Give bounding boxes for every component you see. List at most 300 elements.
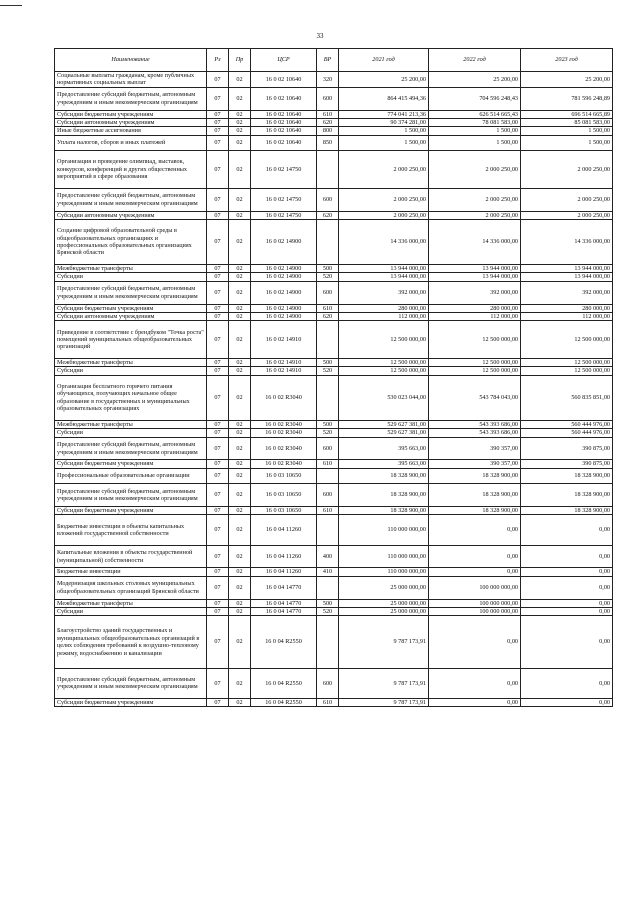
row-name: Капитальные вложения в объекты государственной (муниципальной) собственности (55, 545, 207, 568)
row-vr (317, 616, 339, 668)
row-vr: 520 (317, 367, 339, 375)
row-name: Субсидии автономным учреждениям (55, 119, 207, 127)
row-amount-2023: 0,00 (521, 568, 613, 576)
row-rz: 07 (207, 484, 229, 507)
row-csr: 16 0 04 11260 (251, 515, 317, 545)
row-vr: 500 (317, 359, 339, 367)
table-body (55, 72, 613, 707)
row-vr: 500 (317, 265, 339, 273)
table-row (55, 576, 613, 599)
row-csr: 16 0 04 14770 (251, 576, 317, 599)
row-amount-2021: 12 500 000,00 (339, 367, 429, 375)
row-amount-2022: 112 000,00 (429, 313, 521, 321)
row-name: Субсидии автономным учреждениям (55, 211, 207, 219)
row-vr: 620 (317, 211, 339, 219)
row-csr: 16 0 02 14910 (251, 321, 317, 359)
row-amount-2021: 12 500 000,00 (339, 359, 429, 367)
row-csr: 16 0 02 10640 (251, 87, 317, 110)
row-vr: 600 (317, 437, 339, 460)
row-amount-2022: 12 500 000,00 (429, 321, 521, 359)
row-amount-2021: 529 627 381,00 (339, 420, 429, 428)
row-amount-2023: 0,00 (521, 599, 613, 607)
row-amount-2021: 13 944 000,00 (339, 273, 429, 281)
row-name: Профессиональные образовательные организации (55, 468, 207, 483)
row-csr: 16 0 02 14750 (251, 188, 317, 211)
row-rz: 07 (207, 110, 229, 118)
row-vr: 620 (317, 119, 339, 127)
row-amount-2021: 13 944 000,00 (339, 265, 429, 273)
header-2022: 2022 год (429, 49, 521, 72)
row-pr: 02 (229, 699, 251, 707)
row-csr: 16 0 03 10650 (251, 507, 317, 515)
table-row (55, 87, 613, 110)
row-amount-2022: 1 500,00 (429, 135, 521, 150)
row-csr: 16 0 02 14910 (251, 367, 317, 375)
row-csr: 16 0 02 14910 (251, 359, 317, 367)
row-amount-2022: 18 328 900,00 (429, 468, 521, 483)
row-pr: 02 (229, 608, 251, 616)
row-amount-2022: 2 000 250,00 (429, 188, 521, 211)
row-csr: 16 0 02 R3040 (251, 437, 317, 460)
row-amount-2022: 543 393 686,00 (429, 429, 521, 437)
row-name: Предоставление субсидий бюджетным, автономным учреждениям и иным некоммерческим организациям (55, 188, 207, 211)
row-amount-2022: 2 000 250,00 (429, 151, 521, 189)
row-amount-2022: 0,00 (429, 616, 521, 668)
row-amount-2021: 110 000 000,00 (339, 568, 429, 576)
table-row (55, 420, 613, 428)
row-pr: 02 (229, 437, 251, 460)
row-amount-2021: 395 663,00 (339, 460, 429, 468)
row-rz: 07 (207, 699, 229, 707)
table-row (55, 151, 613, 189)
row-csr: 16 0 02 14900 (251, 313, 317, 321)
header-pr: Пр (229, 49, 251, 72)
table-row (55, 273, 613, 281)
row-name: Предоставление субсидий бюджетным, автономным учреждениям и иным некоммерческим организациям (55, 281, 207, 304)
row-csr: 16 0 02 14900 (251, 220, 317, 265)
table-row (55, 507, 613, 515)
row-amount-2021: 9 787 173,91 (339, 668, 429, 698)
row-pr: 02 (229, 135, 251, 150)
row-amount-2022: 13 944 000,00 (429, 273, 521, 281)
row-csr: 16 0 04 R2550 (251, 616, 317, 668)
row-rz: 07 (207, 429, 229, 437)
row-amount-2023: 25 200,00 (521, 72, 613, 88)
row-name: Социальные выплаты гражданам, кроме публичных нормативных социальных выплат (55, 72, 207, 88)
table-row (55, 281, 613, 304)
row-pr: 02 (229, 304, 251, 312)
row-vr: 320 (317, 72, 339, 88)
row-vr: 410 (317, 568, 339, 576)
row-rz: 07 (207, 135, 229, 150)
row-amount-2022: 12 500 000,00 (429, 367, 521, 375)
table-row (55, 429, 613, 437)
row-amount-2022: 100 000 000,00 (429, 576, 521, 599)
row-pr: 02 (229, 616, 251, 668)
row-rz: 07 (207, 576, 229, 599)
row-vr: 520 (317, 429, 339, 437)
row-csr: 16 0 02 10640 (251, 127, 317, 135)
table-row (55, 515, 613, 545)
row-pr: 02 (229, 211, 251, 219)
row-amount-2022: 14 336 000,00 (429, 220, 521, 265)
row-amount-2022: 704 596 248,43 (429, 87, 521, 110)
row-pr: 02 (229, 265, 251, 273)
row-name: Уплата налогов, сборов и иных платежей (55, 135, 207, 150)
table-row (55, 568, 613, 576)
row-pr: 02 (229, 568, 251, 576)
row-pr: 02 (229, 87, 251, 110)
table-row (55, 220, 613, 265)
row-csr: 16 0 02 R3040 (251, 420, 317, 428)
row-rz: 07 (207, 599, 229, 607)
row-pr: 02 (229, 151, 251, 189)
page-number: 33 (316, 32, 324, 40)
row-amount-2022: 390 357,00 (429, 460, 521, 468)
row-amount-2023: 0,00 (521, 608, 613, 616)
row-rz: 07 (207, 188, 229, 211)
row-csr: 16 0 02 10640 (251, 119, 317, 127)
row-vr (317, 468, 339, 483)
row-amount-2022: 13 944 000,00 (429, 265, 521, 273)
table-row (55, 468, 613, 483)
row-amount-2023: 280 000,00 (521, 304, 613, 312)
row-amount-2021: 25 200,00 (339, 72, 429, 88)
row-name: Иные бюджетные ассигнования (55, 127, 207, 135)
row-amount-2021: 1 500,00 (339, 135, 429, 150)
row-name: Межбюджетные трансферты (55, 599, 207, 607)
row-vr: 600 (317, 281, 339, 304)
table-row (55, 437, 613, 460)
row-amount-2023: 392 000,00 (521, 281, 613, 304)
row-amount-2023: 0,00 (521, 545, 613, 568)
row-amount-2022: 0,00 (429, 668, 521, 698)
row-amount-2021: 18 328 900,00 (339, 484, 429, 507)
row-amount-2021: 529 627 381,00 (339, 429, 429, 437)
header-vr: ВР (317, 49, 339, 72)
row-csr: 16 0 02 14900 (251, 273, 317, 281)
row-amount-2022: 0,00 (429, 568, 521, 576)
row-amount-2022: 18 328 900,00 (429, 507, 521, 515)
row-pr: 02 (229, 281, 251, 304)
row-csr: 16 0 03 10650 (251, 484, 317, 507)
row-amount-2023: 12 500 000,00 (521, 367, 613, 375)
row-vr (317, 576, 339, 599)
table-row (55, 304, 613, 312)
table-row (55, 484, 613, 507)
row-amount-2022: 390 357,00 (429, 437, 521, 460)
row-csr: 16 0 04 R2550 (251, 668, 317, 698)
row-pr: 02 (229, 484, 251, 507)
row-vr: 400 (317, 545, 339, 568)
table-row (55, 188, 613, 211)
row-csr: 16 0 02 14900 (251, 304, 317, 312)
row-csr: 16 0 02 10640 (251, 110, 317, 118)
row-amount-2022: 12 500 000,00 (429, 359, 521, 367)
row-pr: 02 (229, 313, 251, 321)
row-amount-2022: 25 200,00 (429, 72, 521, 88)
row-vr: 850 (317, 135, 339, 150)
row-amount-2023: 1 500,00 (521, 135, 613, 150)
row-amount-2021: 774 041 213,36 (339, 110, 429, 118)
row-amount-2022: 0,00 (429, 515, 521, 545)
row-amount-2023: 12 500 000,00 (521, 321, 613, 359)
row-amount-2021: 2 000 250,00 (339, 188, 429, 211)
row-name: Создание цифровой образовательной среды в общеобразовательных организациях и профессиональных образовательных организациях Брянской области (55, 220, 207, 265)
table-row (55, 110, 613, 118)
row-amount-2023: 560 835 851,00 (521, 375, 613, 420)
row-csr: 16 0 02 R3040 (251, 375, 317, 420)
row-pr: 02 (229, 515, 251, 545)
row-amount-2023: 13 944 000,00 (521, 273, 613, 281)
row-name: Субсидии бюджетным учреждениям (55, 460, 207, 468)
row-rz: 07 (207, 507, 229, 515)
table-row (55, 135, 613, 150)
row-csr: 16 0 03 10650 (251, 468, 317, 483)
row-amount-2023: 18 328 900,00 (521, 468, 613, 483)
row-rz: 07 (207, 437, 229, 460)
row-amount-2021: 25 000 000,00 (339, 599, 429, 607)
row-amount-2022: 0,00 (429, 545, 521, 568)
row-amount-2021: 25 000 000,00 (339, 608, 429, 616)
row-amount-2023: 18 328 900,00 (521, 484, 613, 507)
row-pr: 02 (229, 375, 251, 420)
row-amount-2021: 1 500,00 (339, 127, 429, 135)
row-vr: 600 (317, 188, 339, 211)
row-amount-2023: 2 000 250,00 (521, 151, 613, 189)
row-vr: 500 (317, 599, 339, 607)
row-amount-2023: 0,00 (521, 515, 613, 545)
row-rz: 07 (207, 273, 229, 281)
row-amount-2023: 14 336 000,00 (521, 220, 613, 265)
row-amount-2022: 626 514 665,43 (429, 110, 521, 118)
row-vr: 800 (317, 127, 339, 135)
row-rz: 07 (207, 87, 229, 110)
table-row (55, 359, 613, 367)
row-csr: 16 0 02 14750 (251, 211, 317, 219)
row-pr: 02 (229, 119, 251, 127)
table-row (55, 211, 613, 219)
row-name: Субсидии (55, 367, 207, 375)
row-name: Организация и проведение олимпиад, выставок, конкурсов, конференций и других общественных мероприятий в сфере образования (55, 151, 207, 189)
table-row (55, 699, 613, 707)
row-amount-2021: 90 374 281,00 (339, 119, 429, 127)
row-amount-2022: 543 393 686,00 (429, 420, 521, 428)
row-amount-2022: 100 000 000,00 (429, 599, 521, 607)
row-pr: 02 (229, 359, 251, 367)
table-row (55, 608, 613, 616)
row-amount-2022: 2 000 250,00 (429, 211, 521, 219)
table-row (55, 599, 613, 607)
row-rz: 07 (207, 313, 229, 321)
row-vr: 610 (317, 460, 339, 468)
row-csr: 16 0 02 R3040 (251, 429, 317, 437)
table-row (55, 313, 613, 321)
row-amount-2021: 12 500 000,00 (339, 321, 429, 359)
row-pr: 02 (229, 127, 251, 135)
row-rz: 07 (207, 151, 229, 189)
row-rz: 07 (207, 568, 229, 576)
row-pr: 02 (229, 273, 251, 281)
row-rz: 07 (207, 211, 229, 219)
row-name: Бюджетные инвестиции в объекты капитальных вложений государственной собственности (55, 515, 207, 545)
table-row (55, 460, 613, 468)
row-amount-2022: 543 784 043,00 (429, 375, 521, 420)
row-name: Субсидии (55, 429, 207, 437)
row-name: Организация бесплатного горячего питания обучающихся, получающих начальное общее образование в государственных и муниципальных образовательных организациях (55, 375, 207, 420)
row-pr: 02 (229, 420, 251, 428)
row-amount-2023: 12 500 000,00 (521, 359, 613, 367)
row-csr: 16 0 04 11260 (251, 545, 317, 568)
row-rz: 07 (207, 127, 229, 135)
header-csr: ЦСР (251, 49, 317, 72)
header-2023: 2023 год (521, 49, 613, 72)
header-2021: 2021 год (339, 49, 429, 72)
header-rz: Рз (207, 49, 229, 72)
row-name: Предоставление субсидий бюджетным, автономным учреждениям и иным некоммерческим организациям (55, 484, 207, 507)
row-rz: 07 (207, 220, 229, 265)
row-pr: 02 (229, 321, 251, 359)
row-vr (317, 321, 339, 359)
row-csr: 16 0 04 11260 (251, 568, 317, 576)
row-csr: 16 0 02 14900 (251, 281, 317, 304)
row-amount-2022: 392 000,00 (429, 281, 521, 304)
table-row (55, 367, 613, 375)
row-name: Субсидии (55, 608, 207, 616)
row-rz: 07 (207, 72, 229, 88)
row-rz: 07 (207, 545, 229, 568)
row-amount-2021: 112 000,00 (339, 313, 429, 321)
table-row (55, 375, 613, 420)
row-amount-2023: 0,00 (521, 576, 613, 599)
row-rz: 07 (207, 119, 229, 127)
row-csr: 16 0 04 14770 (251, 608, 317, 616)
row-vr: 610 (317, 507, 339, 515)
row-vr (317, 220, 339, 265)
row-amount-2022: 78 081 583,00 (429, 119, 521, 127)
row-amount-2023: 0,00 (521, 616, 613, 668)
row-vr: 520 (317, 608, 339, 616)
row-pr: 02 (229, 599, 251, 607)
header-name: Наименование (55, 49, 207, 72)
row-pr: 02 (229, 72, 251, 88)
row-amount-2023: 2 000 250,00 (521, 188, 613, 211)
row-amount-2021: 2 000 250,00 (339, 151, 429, 189)
row-amount-2023: 1 500,00 (521, 127, 613, 135)
row-name: Бюджетные инвестиции (55, 568, 207, 576)
row-pr: 02 (229, 460, 251, 468)
row-pr: 02 (229, 545, 251, 568)
row-name: Субсидии бюджетным учреждениям (55, 110, 207, 118)
row-pr: 02 (229, 468, 251, 483)
row-rz: 07 (207, 468, 229, 483)
row-rz: 07 (207, 265, 229, 273)
row-pr: 02 (229, 507, 251, 515)
row-csr: 16 0 02 R3040 (251, 460, 317, 468)
row-amount-2023: 85 081 583,00 (521, 119, 613, 127)
row-name: Предоставление субсидий бюджетным, автономным учреждениям и иным некоммерческим организациям (55, 87, 207, 110)
row-amount-2023: 18 328 900,00 (521, 507, 613, 515)
row-vr: 600 (317, 484, 339, 507)
row-rz: 07 (207, 367, 229, 375)
row-name: Межбюджетные трансферты (55, 420, 207, 428)
row-rz: 07 (207, 420, 229, 428)
row-name: Субсидии бюджетным учреждениям (55, 699, 207, 707)
row-csr: 16 0 02 14750 (251, 151, 317, 189)
row-name: Предоставление субсидий бюджетным, автономным учреждениям и иным некоммерческим организациям (55, 668, 207, 698)
row-amount-2023: 696 514 665,89 (521, 110, 613, 118)
row-vr: 600 (317, 87, 339, 110)
table-row (55, 545, 613, 568)
row-amount-2021: 2 000 250,00 (339, 211, 429, 219)
row-amount-2022: 280 000,00 (429, 304, 521, 312)
row-pr: 02 (229, 367, 251, 375)
row-rz: 07 (207, 460, 229, 468)
row-vr: 610 (317, 110, 339, 118)
row-csr: 16 0 04 14770 (251, 599, 317, 607)
row-rz: 07 (207, 321, 229, 359)
table-row (55, 119, 613, 127)
row-pr: 02 (229, 668, 251, 698)
row-rz: 07 (207, 359, 229, 367)
row-vr: 520 (317, 273, 339, 281)
row-vr: 500 (317, 420, 339, 428)
row-amount-2021: 392 000,00 (339, 281, 429, 304)
row-vr (317, 515, 339, 545)
row-rz: 07 (207, 608, 229, 616)
row-amount-2021: 18 328 900,00 (339, 468, 429, 483)
row-csr: 16 0 02 14900 (251, 265, 317, 273)
row-vr: 600 (317, 668, 339, 698)
row-amount-2021: 530 023 044,00 (339, 375, 429, 420)
row-name: Субсидии бюджетным учреждениям (55, 304, 207, 312)
table-row (55, 72, 613, 88)
row-name: Предоставление субсидий бюджетным, автономным учреждениям и иным некоммерческим организациям (55, 437, 207, 460)
row-pr: 02 (229, 576, 251, 599)
row-amount-2022: 1 500,00 (429, 127, 521, 135)
row-amount-2022: 0,00 (429, 699, 521, 707)
row-vr: 610 (317, 699, 339, 707)
row-name: Приведение в соответствие с брендбуком "Точка роста" помещений муниципальных общеобразовательных организаций (55, 321, 207, 359)
budget-table (54, 48, 613, 707)
row-amount-2021: 280 000,00 (339, 304, 429, 312)
row-amount-2022: 100 000 000,00 (429, 608, 521, 616)
row-rz: 07 (207, 375, 229, 420)
row-amount-2023: 0,00 (521, 699, 613, 707)
row-amount-2023: 390 875,00 (521, 460, 613, 468)
row-name: Модернизация школьных столовых муниципальных общеобразовательных организаций Брянской области (55, 576, 207, 599)
row-pr: 02 (229, 429, 251, 437)
row-amount-2023: 781 596 248,89 (521, 87, 613, 110)
row-vr (317, 151, 339, 189)
row-amount-2021: 9 787 173,91 (339, 699, 429, 707)
row-rz: 07 (207, 616, 229, 668)
row-name: Благоустройство зданий государственных и муниципальных общеобразовательных организаций в целях соблюдения требований к воздушно-тепловому режиму, водоснабжению и канализации (55, 616, 207, 668)
row-amount-2023: 112 000,00 (521, 313, 613, 321)
row-vr (317, 375, 339, 420)
row-amount-2021: 110 000 000,00 (339, 545, 429, 568)
row-amount-2021: 110 000 000,00 (339, 515, 429, 545)
row-amount-2021: 18 328 900,00 (339, 507, 429, 515)
row-name: Межбюджетные трансферты (55, 265, 207, 273)
row-rz: 07 (207, 281, 229, 304)
row-rz: 07 (207, 668, 229, 698)
row-amount-2023: 0,00 (521, 668, 613, 698)
row-pr: 02 (229, 110, 251, 118)
table-row (55, 321, 613, 359)
row-name: Межбюджетные трансферты (55, 359, 207, 367)
row-amount-2023: 560 444 976,00 (521, 420, 613, 428)
